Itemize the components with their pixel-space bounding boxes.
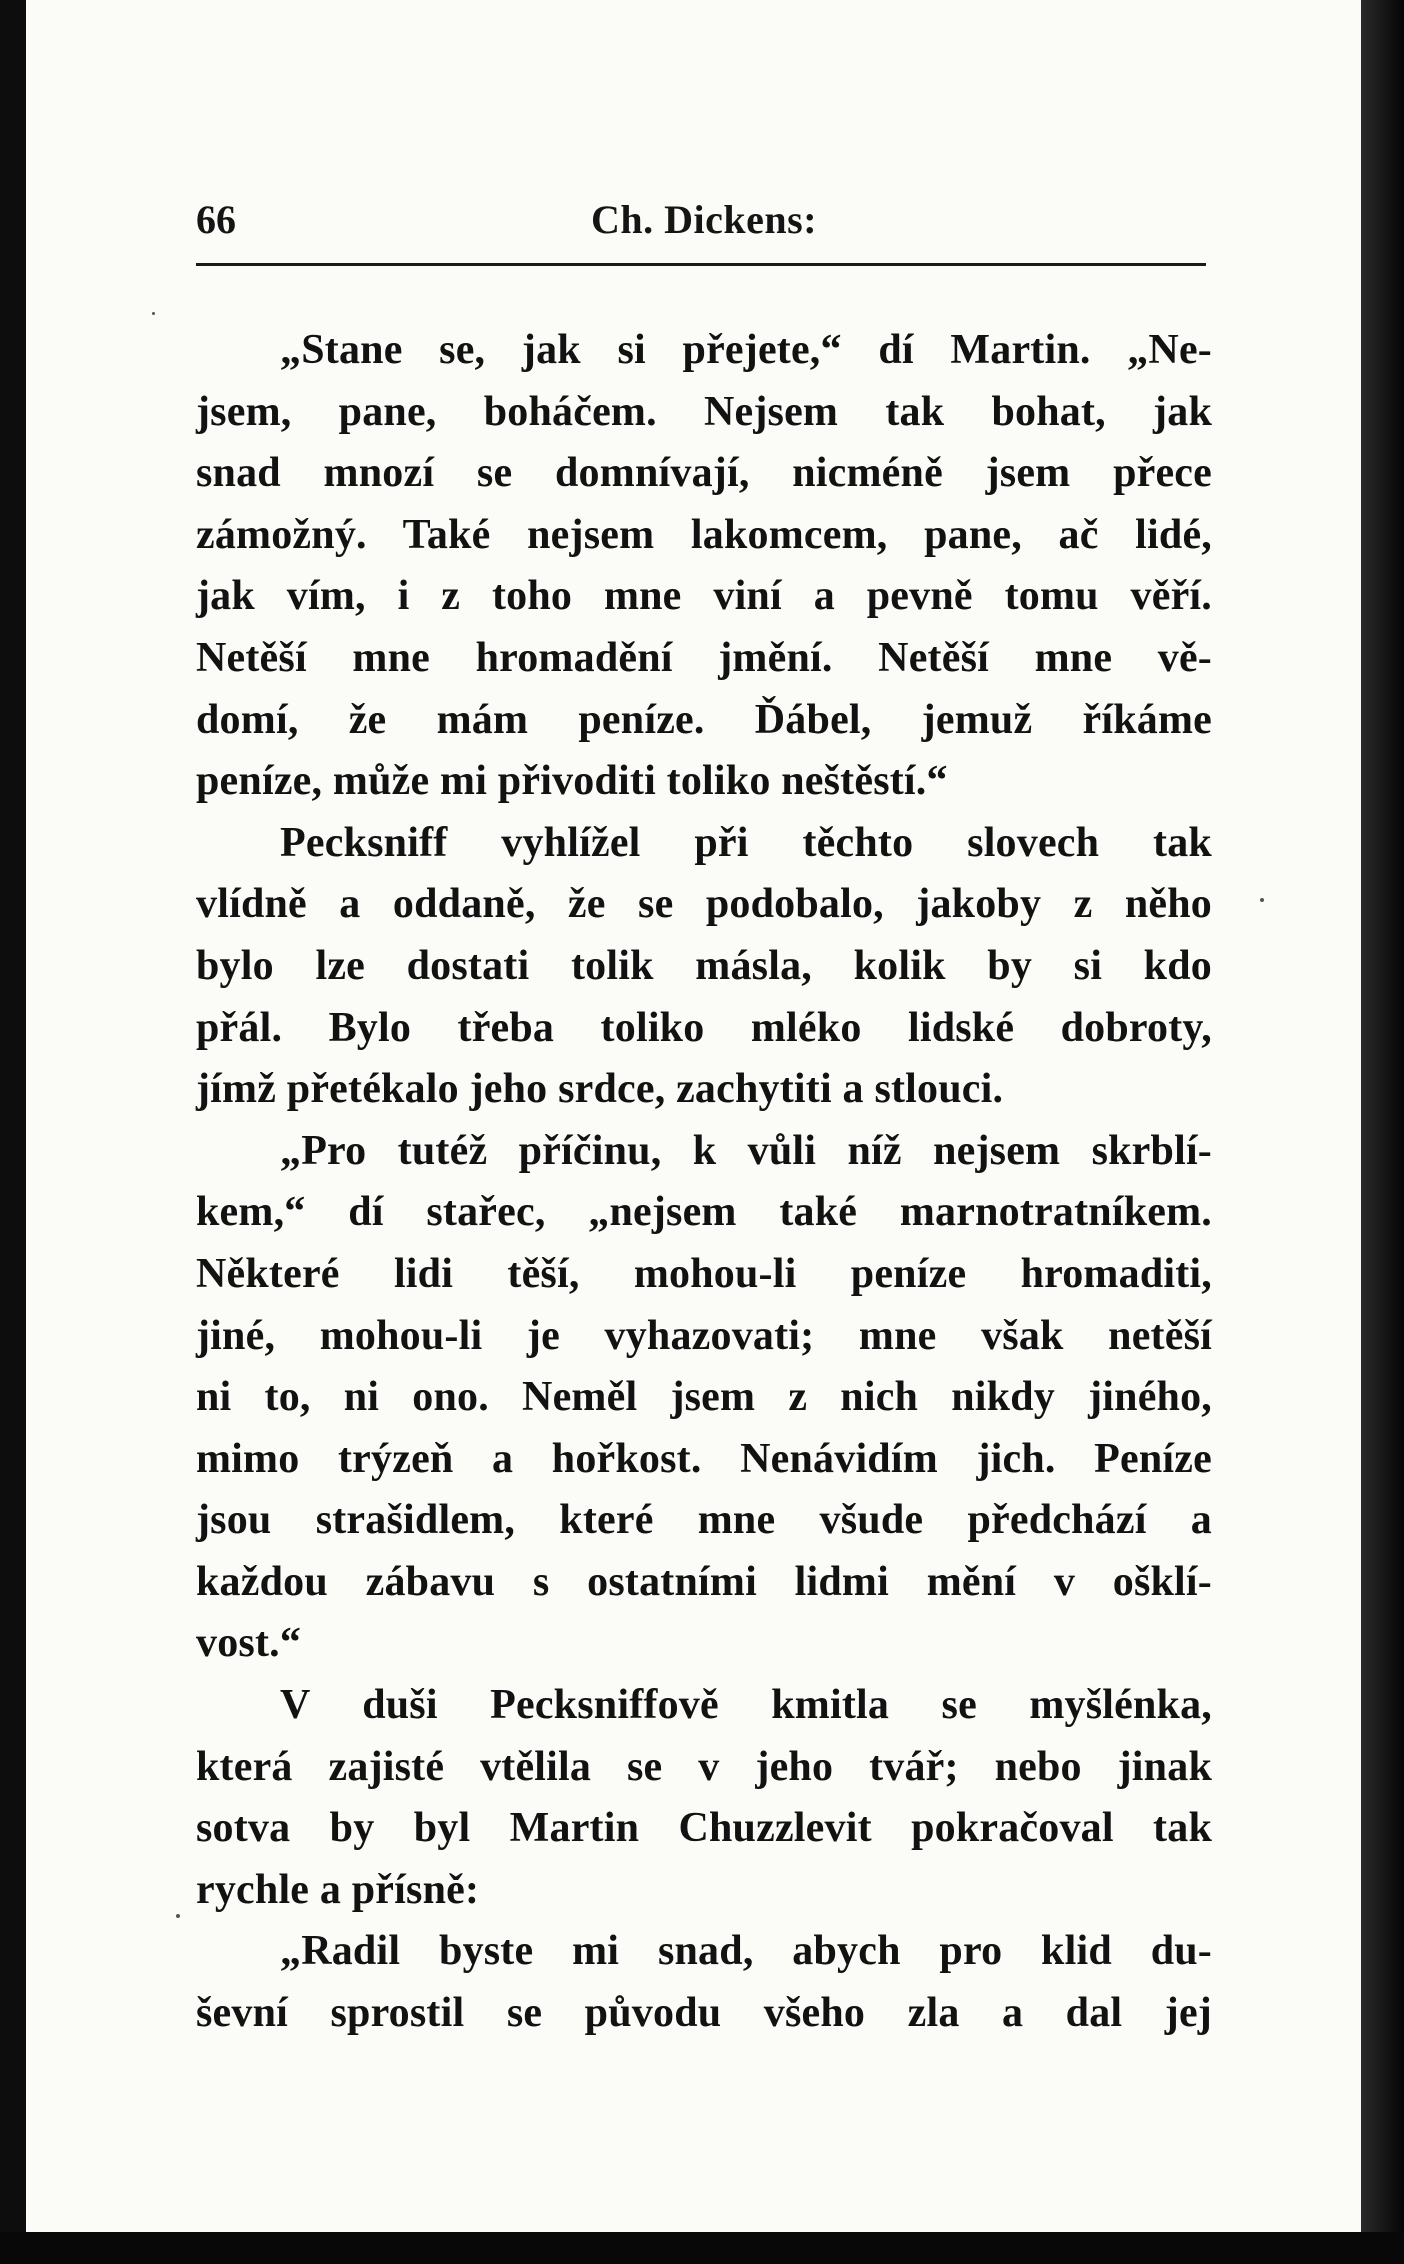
text-line: která zajisté vtělila se v jeho tvář; nebo jinak bbox=[196, 1743, 1212, 1790]
text-line: snad mnozí se domnívají, nicméně jsem přece bbox=[196, 450, 1212, 497]
text-line: „Radil byste mi snad, abych pro klid du- bbox=[280, 1928, 1212, 1975]
text-line: peníze, může mi přivoditi toliko neštěstí.“ bbox=[196, 758, 948, 805]
text-line: zámožný. Také nejsem lakomcem, pane, ač lidé, bbox=[196, 511, 1212, 558]
text-line: jak vím, i z toho mne viní a pevně tomu věří. bbox=[196, 573, 1212, 620]
header-rule bbox=[196, 263, 1206, 266]
text-line: každou zábavu s ostatními lidmi mění v ošklí- bbox=[196, 1558, 1212, 1605]
text-line: Některé lidi těší, mohou-li peníze hromaditi, bbox=[196, 1250, 1212, 1297]
text-line: přál. Bylo třeba toliko mléko lidské dobroty, bbox=[196, 1004, 1212, 1051]
text-line: bylo lze dostati tolik másla, kolik by si kdo bbox=[196, 942, 1212, 989]
text-line: mimo trýzeň a hořkost. Nenávidím jich. Peníze bbox=[196, 1435, 1212, 1482]
text-line: jiné, mohou-li je vyhazovati; mne však netěší bbox=[196, 1312, 1212, 1359]
text-line: vost.“ bbox=[196, 1620, 302, 1667]
scan-edge-right bbox=[1361, 0, 1404, 2264]
text-line: jsou strašidlem, které mne všude předchází a bbox=[196, 1497, 1212, 1544]
text-line: Pecksniff vyhlížel při těchto slovech tak bbox=[280, 819, 1212, 866]
print-speck bbox=[1260, 898, 1264, 902]
text-line: sotva by byl Martin Chuzzlevit pokračoval tak bbox=[196, 1805, 1212, 1852]
running-head bbox=[196, 196, 1206, 256]
text-line: jsem, pane, boháčem. Nejsem tak bohat, jak bbox=[196, 388, 1212, 435]
scan-edge-bottom bbox=[0, 2232, 1404, 2264]
text-line: domí, že mám peníze. Ďábel, jemuž říkáme bbox=[196, 696, 1212, 743]
body-text bbox=[196, 320, 1212, 2045]
print-speck bbox=[176, 1914, 180, 1918]
text-line: V duši Pecksniffově kmitla se myšlénka, bbox=[280, 1682, 1212, 1729]
text-line: rychle a přísně: bbox=[196, 1866, 480, 1913]
print-speck bbox=[152, 312, 155, 315]
text-line: „Pro tutéž příčinu, k vůli níž nejsem skrblí- bbox=[280, 1127, 1212, 1174]
text-line: „Stane se, jak si přejete,“ dí Martin. „Ne- bbox=[280, 327, 1212, 373]
text-line: jímž přetékalo jeho srdce, zachytiti a stlouci. bbox=[196, 1066, 1004, 1113]
page-number: 66 bbox=[196, 197, 236, 242]
running-title: Ch. Dickens: bbox=[591, 197, 818, 242]
text-line: kem,“ dí stařec, „nejsem také marnotratníkem. bbox=[196, 1189, 1212, 1236]
text-line: Netěší mne hromadění jmění. Netěší mne vě- bbox=[196, 634, 1212, 681]
text-line: vlídně a oddaně, že se podobalo, jakoby z něho bbox=[196, 881, 1212, 928]
text-line: ni to, ni ono. Neměl jsem z nich nikdy jiného, bbox=[196, 1374, 1212, 1421]
text-line: ševní sprostil se původu všeho zla a dal jej bbox=[196, 1990, 1212, 2037]
